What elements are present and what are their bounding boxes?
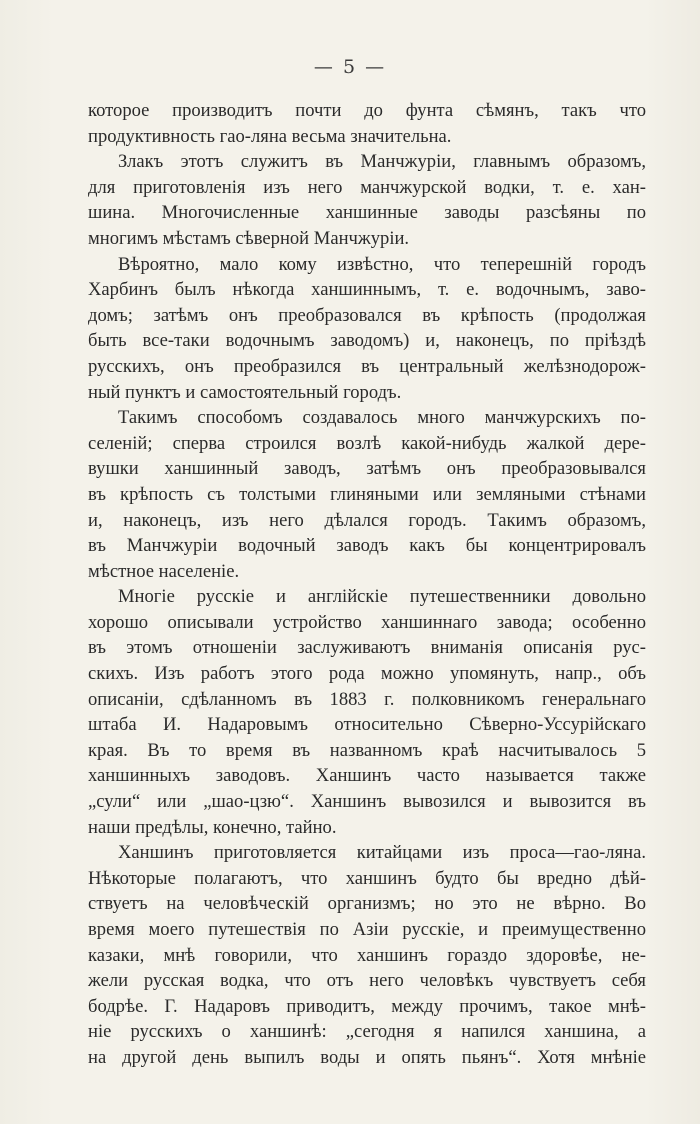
text-line: „сули“ или „шао-цзю“. Ханшинъ вывозился и вывозится въ [88,791,646,813]
text-line: ствуетъ на человѣческій организмъ; но это не вѣрно. Во [88,893,646,915]
text-line: Вѣроятно, мало кому извѣстно, что теперешній городъ [118,253,646,275]
text-line: Нѣкоторые полагаютъ, что ханшинъ будто бы вредно дѣй- [88,867,646,889]
text-line: въ Манчжуріи водочный заводъ какъ бы концентрировалъ [88,535,646,557]
page-number: — 5 — [313,56,387,78]
text-line: домъ; затѣмъ онъ преобразовался въ крѣпость (продолжая [88,304,646,326]
text-line: бодрѣе. Г. Надаровъ приводитъ, между прочимъ, такое мнѣ- [88,995,646,1017]
text-line: которое производитъ почти до фунта сѣмянъ, такъ что [88,100,646,121]
text-line: продуктивность гао-ляна весьма значительна. [88,125,452,147]
text-line: ніе русскихъ о ханшинѣ: „сегодня я напился ханшина, а [88,1021,646,1043]
text-line: Многіе русскіе и англійскіе путешественники довольно [118,586,646,608]
text-line: быть все-таки водочнымъ заводомъ) и, наконецъ, по пріѣздѣ [88,330,646,352]
text-line: Ханшинъ приготовляется китайцами изъ проса—гао-ляна. [118,842,646,864]
text-line: ханшинныхъ заводовъ. Ханшинъ часто называется также [88,765,646,787]
text-line: хорошо описывали устройство ханшиннаго завода; особенно [88,611,646,633]
text-line: селеній; сперва строился возлѣ какой-нибудь жалкой дере- [88,432,646,454]
text-line: русскихъ, онъ преобразился въ центральный желѣзнодорож- [88,355,646,377]
text-line: края. Въ то время въ названномъ краѣ насчитывалось 5 [88,739,646,761]
text-line: штаба И. Надаровымъ относительно Сѣверно-Уссурійскаго [88,714,646,736]
text-line: мѣстное населеніе. [88,560,240,582]
text-line: на другой день выпилъ воды и опять пьянъ“. Хотя мнѣніе [88,1046,646,1068]
text-line: многимъ мѣстамъ сѣверной Манчжуріи. [88,227,410,249]
text-line: въ этомъ отношеніи заслуживаютъ вниманія описанія рус- [88,637,646,659]
text-line: жели русская водка, что отъ него человѣкъ чувствуетъ себя [88,970,646,992]
text-line: время моего путешествія по Азіи русскіе, и преимущественно [88,919,646,940]
body-text [88,98,646,1071]
text-line: и, наконецъ, изъ него дѣлался городъ. Такимъ образомъ, [88,509,646,531]
text-line: ный пунктъ и самостоятельный городъ. [88,381,402,403]
text-line: Харбинъ былъ нѣкогда ханшиннымъ, т. е. водочнымъ, заво- [88,279,646,301]
text-line: скихъ. Изъ работъ этого рода можно упомянуть, напр., объ [88,663,646,685]
text-line: вушки ханшинный заводъ, затѣмъ онъ преобразовывался [88,458,646,480]
text-line: Такимъ способомъ создавалось много манчжурскихъ по- [118,407,646,429]
text-line: наши предѣлы, конечно, тайно. [88,816,337,838]
text-line: для приготовленія изъ него манчжурской водки, т. е. хан- [88,176,646,198]
text-line: шина. Многочисленные ханшинные заводы разсѣяны по [88,202,646,224]
text-line: описаніи, сдѣланномъ въ 1883 г. полковникомъ генеральнаго [88,688,646,710]
text-line: казаки, мнѣ говорили, что ханшинъ гораздо здоровѣе, не- [88,944,646,966]
text-line: Злакъ этотъ служитъ въ Манчжуріи, главнымъ образомъ, [118,151,646,173]
text-line: въ крѣпость съ толстыми глиняными или земляными стѣнами [88,483,646,505]
